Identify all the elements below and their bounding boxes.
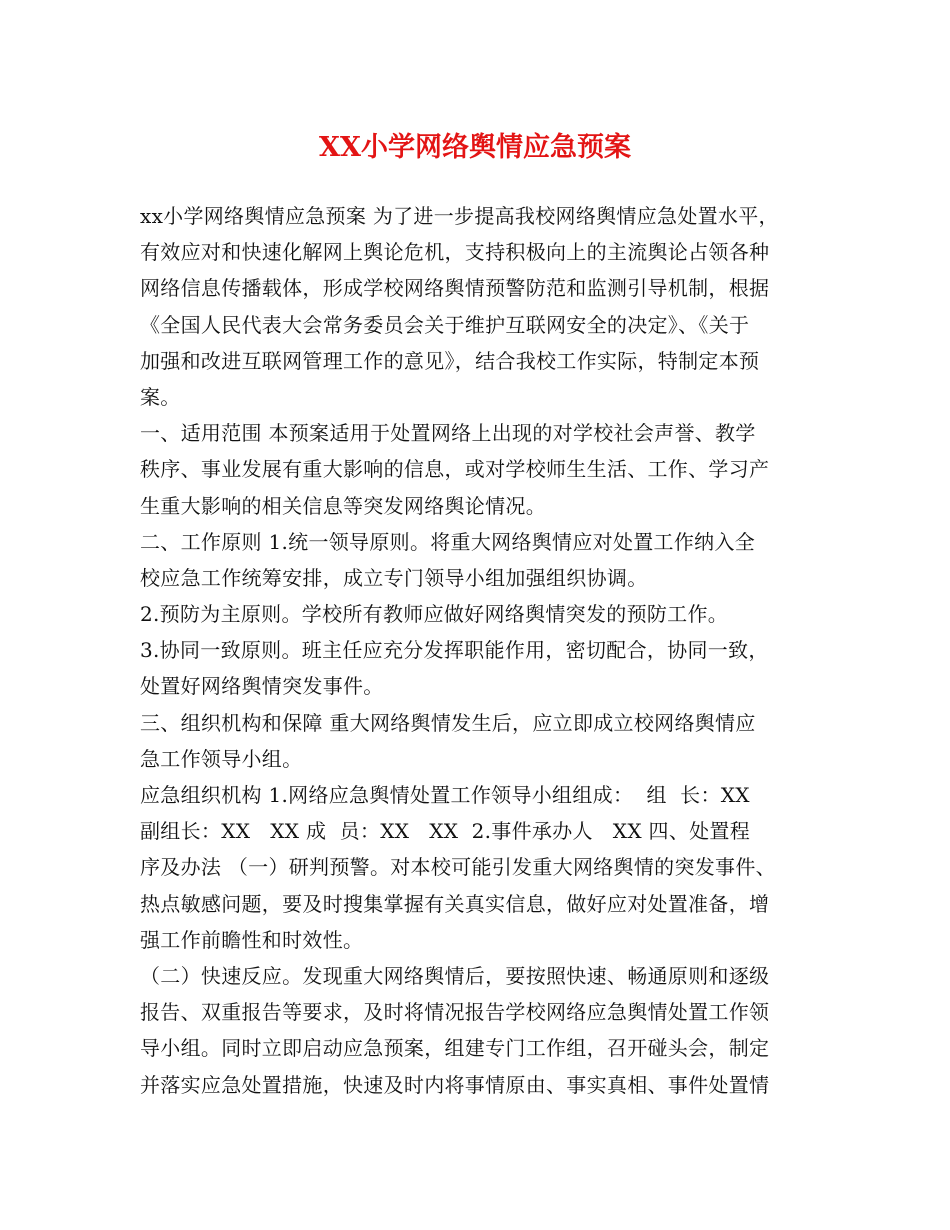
section-heading-line: 二、工作原则 1.统一领导原则。将重大网络舆情应对处置工作纳入全 — [140, 529, 756, 554]
section-heading-line: 一、适用范围 本预案适用于处置网络上出现的对学校社会声誉、教学 — [140, 421, 756, 446]
body-line: 生重大影响的相关信息等突发网络舆论情况。 — [140, 493, 546, 518]
body-line: 校应急工作统筹安排，成立专门领导小组加强组织协调。 — [140, 565, 648, 590]
body-line: 处置好网络舆情突发事件。 — [140, 674, 384, 699]
body-line: 副组长：XX XX 成 员：XX XX 2.事件承办人 XX 四、处置程 — [140, 819, 751, 844]
body-line: 报告、双重报告等要求，及时将情况报告学校网络应急舆情处置工作领 — [140, 1000, 770, 1025]
body-line: 强工作前瞻性和时效性。 — [140, 927, 364, 952]
body-line: （二）快速反应。发现重大网络舆情后，要按照快速、畅通原则和逐级 — [140, 963, 770, 988]
body-line: 导小组。同时立即启动应急预案，组建专门工作组，召开碰头会，制定 — [140, 1036, 770, 1061]
body-line: 网络信息传播载体，形成学校网络舆情预警防范和监测引导机制，根据 — [140, 276, 770, 301]
body-line: 应急组织机构 1.网络应急舆情处置工作领导小组组成： 组 长：XX — [140, 783, 750, 807]
body-line: 2.预防为主原则。学校所有教师应做好网络舆情突发的预防工作。 — [140, 602, 729, 627]
document-title: XX小学网络舆情应急预案 — [319, 132, 631, 163]
body-line: 3.协同一致原则。班主任应充分发挥职能作用，密切配合，协同一致， — [140, 638, 769, 663]
section-heading-line: 三、组织机构和保障 重大网络舆情发生后，应立即成立校网络舆情应 — [140, 710, 756, 735]
body-line: 序及办法 （一）研判预警。对本校可能引发重大网络舆情的突发事件、 — [140, 855, 776, 880]
document-body — [140, 198, 830, 1103]
body-line: 《全国人民代表大会常务委员会关于维护互联网安全的决定》、《关于 — [140, 312, 750, 337]
body-line: xx小学网络舆情应急预案 为了进一步提高我校网络舆情应急处置水平， — [140, 204, 779, 228]
body-line: 加强和改进互联网管理工作的意见》，结合我校工作实际，特制定本预 — [140, 348, 760, 373]
body-line: 并落实应急处置措施，快速及时内将事情原由、事实真相、事件处置情 — [140, 1072, 770, 1097]
body-line: 热点敏感问题，要及时搜集掌握有关真实信息，做好应对处置准备，增 — [140, 891, 770, 916]
body-line: 秩序、事业发展有重大影响的信息，或对学校师生生活、工作、学习产 — [140, 457, 770, 482]
body-line: 有效应对和快速化解网上舆论危机，支持积极向上的主流舆论占领各种 — [140, 240, 770, 265]
body-line: 案。 — [140, 384, 181, 409]
body-line: 急工作领导小组。 — [140, 746, 303, 771]
